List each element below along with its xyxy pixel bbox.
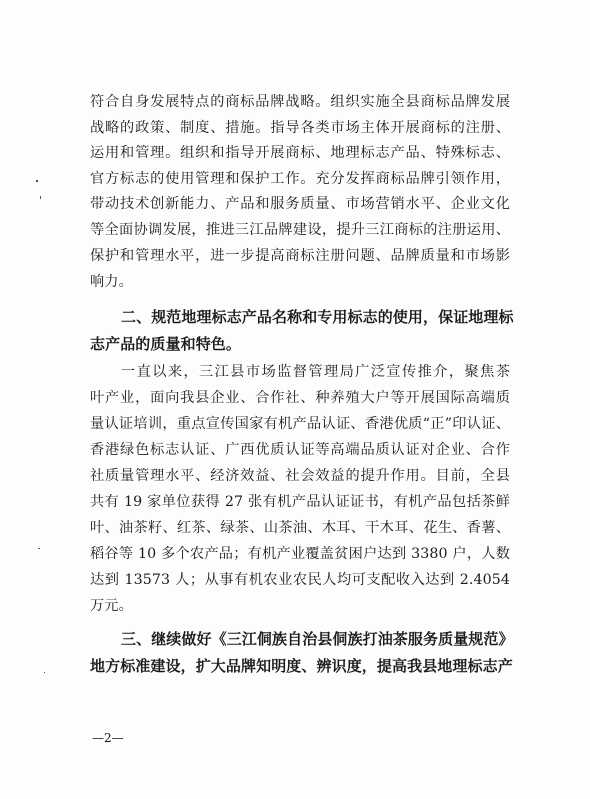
paragraph-line: 稻谷等 10 多个农产品；有机产业覆盖贫困户达到 3380 户，人数 [90, 546, 510, 562]
section-heading-line: 三、继续做好《三江侗族自治县侗族打油茶服务质量规范》 [121, 630, 514, 648]
paragraph-line: 官方标志的使用管理和保护工作。充分发挥商标品牌引领作用， [90, 171, 510, 187]
scan-speck [38, 548, 40, 549]
section-heading-line: 志产品的质量和特色。 [90, 335, 242, 353]
paragraph-line: 响力。 [90, 274, 133, 290]
paragraph-line: 叶产业，面向我县企业、合作社、种养殖大户等开展国际高端质 [90, 390, 510, 406]
paragraph-line: 叶、油茶籽、红茶、绿茶、山茶油、木耳、干木耳、花生、香薯、 [90, 520, 510, 536]
paragraph-line: 达到 13573 人；从事有机农业农民人均可支配收入达到 2.4054 [90, 572, 510, 588]
paragraph-line: 等全面协调发展，推进三江品牌建设，提升三江商标的注册运用、 [90, 222, 510, 238]
paragraph-line: 社质量管理水平、经济效益、社会效益的提升作用。目前，全县 [90, 468, 510, 484]
scan-speck [44, 672, 45, 673]
paragraph-line: 战略的政策、制度、措施。指导各类市场主体开展商标的注册、 [90, 120, 510, 136]
paragraph-line: 香港绿色标志认证、广西优质认证等高端品质认证对企业、合作 [90, 442, 510, 458]
paragraph-line: 保护和管理水平，进一步提高商标注册问题、品牌质量和市场影 [90, 248, 510, 264]
paragraph-line: 万元。 [90, 598, 133, 614]
section-heading-line: 地方标准建设，扩大品牌知明度、辨识度，提高我县地理标志产 [90, 657, 513, 675]
paragraph-line: 符合自身发展特点的商标品牌战略。组织实施全县商标品牌发展 [90, 94, 510, 110]
paragraph-line: 带动技术创新能力、产品和服务质量、市场营销水平、企业文化 [90, 196, 510, 212]
scan-speck [40, 196, 41, 199]
paragraph-line: 量认证培训，重点宣传国家有机产品认证、香港优质“正”印认证、 [90, 416, 510, 432]
section-heading-line: 二、规范地理标志产品名称和专用标志的使用，保证地理标 [121, 308, 514, 326]
page-number: —2— [92, 731, 124, 745]
paragraph-line: 一直以来，三江县市场监督管理局广泛宣传推介，聚焦茶 [121, 364, 510, 380]
paragraph-line: 运用和管理。组织和指导开展商标、地理标志产品、特殊标志、 [90, 145, 510, 161]
paragraph-line: 共有 19 家单位获得 27 张有机产品认证证书，有机产品包括茶鲜 [90, 494, 510, 510]
scan-speck [36, 180, 38, 182]
